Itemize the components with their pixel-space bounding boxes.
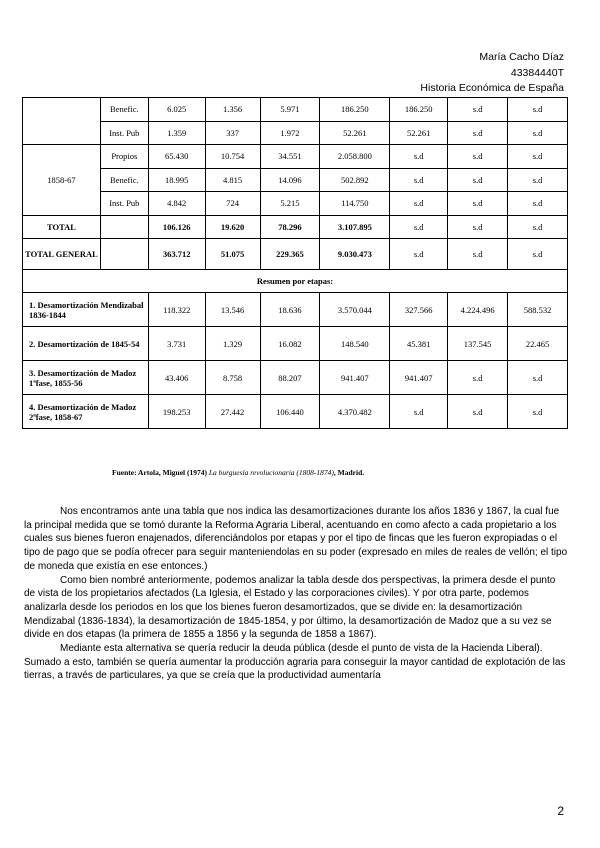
- value-cell: s.d: [390, 168, 448, 192]
- value-cell: s.d: [390, 395, 448, 429]
- value-cell: 88.207: [260, 361, 320, 395]
- value-cell: 65.430: [148, 145, 205, 169]
- stage-label: 2. Desamortización de 1845-54: [23, 327, 149, 361]
- summary-title: Resumen por etapas:: [23, 270, 568, 293]
- value-cell: s.d: [508, 98, 568, 122]
- value-cell: 5.215: [260, 192, 320, 216]
- value-cell: 1.329: [205, 327, 260, 361]
- value-cell: s.d: [448, 215, 508, 239]
- value-cell: s.d: [448, 239, 508, 270]
- type-cell: Benefic.: [100, 168, 148, 192]
- value-cell: s.d: [508, 395, 568, 429]
- value-cell: 186.250: [390, 98, 448, 122]
- table-row: [23, 192, 568, 216]
- stage-label: 3. Desamortización de Madoz 1ªfase, 1855-56: [23, 361, 149, 395]
- value-cell: 18.636: [260, 293, 320, 327]
- course-title: Historia Económica de España: [420, 82, 564, 94]
- value-cell: 1.356: [205, 98, 260, 122]
- period-cell: 1858-67: [23, 145, 101, 216]
- type-cell: Propios: [100, 145, 148, 169]
- summary-row: [23, 293, 568, 327]
- value-cell: s.d: [390, 145, 448, 169]
- value-cell: 337: [205, 121, 260, 145]
- summary-row: [23, 327, 568, 361]
- value-cell: 9.030.473: [320, 239, 390, 270]
- value-cell: 1.972: [260, 121, 320, 145]
- value-cell: 4.842: [148, 192, 205, 216]
- value-cell: 3.731: [148, 327, 205, 361]
- value-cell: 51.075: [205, 239, 260, 270]
- summary-header-row: [23, 270, 568, 293]
- value-cell: 363.712: [148, 239, 205, 270]
- type-cell: Inst. Pub: [100, 192, 148, 216]
- value-cell: 78.296: [260, 215, 320, 239]
- value-cell: 106.440: [260, 395, 320, 429]
- value-cell: 8.758: [205, 361, 260, 395]
- value-cell: 5.971: [260, 98, 320, 122]
- author-id: 43384440T: [510, 66, 564, 79]
- value-cell: 229.365: [260, 239, 320, 270]
- value-cell: 18.995: [148, 168, 205, 192]
- source-place: , Madrid.: [333, 468, 365, 477]
- value-cell: 16.082: [260, 327, 320, 361]
- value-cell: 588.532: [508, 293, 568, 327]
- value-cell: 186.250: [320, 98, 390, 122]
- value-cell: 3.570.044: [320, 293, 390, 327]
- value-cell: s.d: [508, 145, 568, 169]
- value-cell: 724: [205, 192, 260, 216]
- period-cell-empty: [23, 98, 101, 145]
- value-cell: 52.261: [320, 121, 390, 145]
- value-cell: 941.407: [320, 361, 390, 395]
- value-cell: 4.224.496: [448, 293, 508, 327]
- type-cell: Inst. Pub: [100, 121, 148, 145]
- value-cell: 10.754: [205, 145, 260, 169]
- value-cell: 198.253: [148, 395, 205, 429]
- value-cell: s.d: [508, 215, 568, 239]
- value-cell: 13.546: [205, 293, 260, 327]
- table-row: [23, 121, 568, 145]
- value-cell: 52.261: [390, 121, 448, 145]
- value-cell: s.d: [390, 239, 448, 270]
- value-cell: 1.359: [148, 121, 205, 145]
- table-row: [23, 145, 568, 169]
- value-cell: s.d: [448, 168, 508, 192]
- value-cell: 941.407: [390, 361, 448, 395]
- total-row: [23, 215, 568, 239]
- body-text: [24, 505, 569, 683]
- value-cell: s.d: [448, 121, 508, 145]
- total-general-label: TOTAL GENERAL: [23, 239, 101, 270]
- value-cell: s.d: [508, 192, 568, 216]
- total-general-row: [23, 239, 568, 270]
- value-cell: 502.892: [320, 168, 390, 192]
- value-cell: 22.465: [508, 327, 568, 361]
- type-cell: Benefic.: [100, 98, 148, 122]
- document-header: [420, 50, 564, 97]
- value-cell: 34.551: [260, 145, 320, 169]
- value-cell: 19.620: [205, 215, 260, 239]
- value-cell: s.d: [508, 121, 568, 145]
- value-cell: 327.566: [390, 293, 448, 327]
- value-cell: s.d: [508, 168, 568, 192]
- value-cell: 3.107.895: [320, 215, 390, 239]
- paragraph: Como bien nombré anteriormente, podemos analizar la tabla desde dos perspectivas, la primera desde el punto de vista de los propietarios afectados (La Iglesia, el Estado y las corporaciones civiles). Y por otra parte, podemos analizarla desde los periodos en los que los bienes fueron desamortizados, que se divide en: la desamortización Mendizabal (1836-1834), la desamortización de 1845-1854, y por último, la desamortización de Madoz que a su vez se divide en dos etapas (la primera de 1855 a 1856 y la segunda de 1858 a 1867).: [24, 574, 556, 641]
- value-cell: s.d: [390, 215, 448, 239]
- value-cell: s.d: [508, 361, 568, 395]
- value-cell: 106.126: [148, 215, 205, 239]
- page-number: 2: [557, 804, 564, 818]
- value-cell: 6.025: [148, 98, 205, 122]
- source-author: Fuente: Artola, Miguel (1974): [112, 468, 207, 477]
- value-cell: 4.370.482: [320, 395, 390, 429]
- paragraph: Mediante esta alternativa se quería reducir la deuda pública (desde el punto de vista de la Hacienda Liberal). Sumado a esto, también se quería aumentar la producción agraria para conseguir la mayor cantidad de explotación de las tierras, a través de particulares, ya que se creía que la productividad aumentaría: [24, 643, 566, 682]
- value-cell: 114.750: [320, 192, 390, 216]
- desamortization-table: [22, 97, 568, 429]
- value-cell: s.d: [448, 395, 508, 429]
- table-row: [23, 98, 568, 122]
- value-cell: 27.442: [205, 395, 260, 429]
- value-cell: s.d: [508, 239, 568, 270]
- author-name: María Cacho Díaz: [479, 51, 564, 63]
- value-cell: 2.058.800: [320, 145, 390, 169]
- value-cell: 137.545: [448, 327, 508, 361]
- stage-label: 1. Desamortización Mendizabal 1836-1844: [23, 293, 149, 327]
- total-label: TOTAL: [23, 215, 101, 239]
- value-cell: 45.381: [390, 327, 448, 361]
- value-cell: s.d: [448, 361, 508, 395]
- value-cell: s.d: [390, 192, 448, 216]
- paragraph: Nos encontramos ante una tabla que nos indica las desamortizaciones durante los años 1836 y 1867, la cual fue la principal medida que se tomó durante la Reforma Agraria Liberal, acentuando en como afecto a cada propietario a los cuales sus bienes fueron enajenados, diferenciándolos por etapas y por el tipo de fincas que les fueron expropiadas o el tipo de pago que se podía ofrecer para seguir manteniendolas en su poder (expresado en miles de reales de vellón; el tipo de moneda que existía en ese entonces.): [24, 506, 568, 572]
- value-cell: 43.406: [148, 361, 205, 395]
- stage-label: 4. Desamortización de Madoz 2ªfase, 1858-67: [23, 395, 149, 429]
- source-book-title: La burguesía revolucionaria (1808-1874): [208, 468, 334, 477]
- type-cell-empty: [100, 239, 148, 270]
- value-cell: 118.322: [148, 293, 205, 327]
- table-source: [112, 468, 364, 477]
- summary-row: [23, 361, 568, 395]
- value-cell: s.d: [448, 192, 508, 216]
- value-cell: 148.540: [320, 327, 390, 361]
- value-cell: 14.096: [260, 168, 320, 192]
- table-row: [23, 168, 568, 192]
- type-cell-empty: [100, 215, 148, 239]
- value-cell: s.d: [448, 98, 508, 122]
- value-cell: 4.815: [205, 168, 260, 192]
- summary-row: [23, 395, 568, 429]
- value-cell: s.d: [448, 145, 508, 169]
